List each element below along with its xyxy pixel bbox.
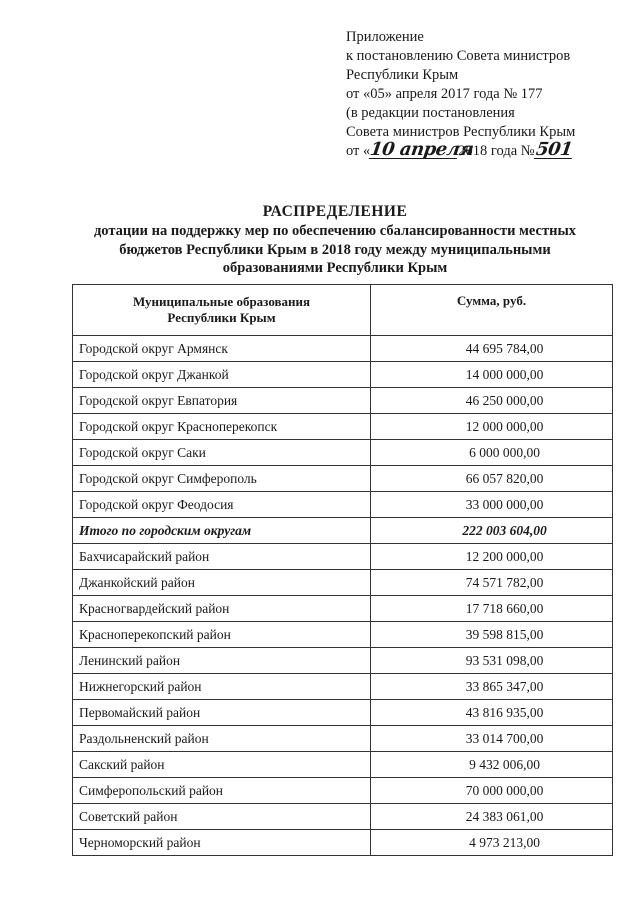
appendix-header xyxy=(346,28,626,161)
municipality-name: Раздольненский район xyxy=(73,726,371,752)
table-row xyxy=(73,466,613,492)
municipality-name: Ленинский район xyxy=(73,648,371,674)
municipality-sum: 39 598 815,00 xyxy=(371,622,613,648)
municipality-name: Городской округ Евпатория xyxy=(73,388,371,414)
municipality-sum: 33 865 347,00 xyxy=(371,674,613,700)
municipality-name: Сакский район xyxy=(73,752,371,778)
municipality-sum: 74 571 782,00 xyxy=(371,570,613,596)
municipality-name: Городской округ Джанкой xyxy=(73,362,371,388)
table-row xyxy=(73,622,613,648)
table-row xyxy=(73,752,613,778)
table-row xyxy=(73,596,613,622)
title-sub-1: дотации на поддержку мер по обеспечению сбалансированности местных xyxy=(93,223,577,239)
title-main: РАСПРЕДЕЛЕНИЕ xyxy=(262,203,408,220)
municipality-sum: 33 014 700,00 xyxy=(371,726,613,752)
municipality-name: Красноперекопский район xyxy=(73,622,371,648)
table-row xyxy=(73,414,613,440)
municipality-name: Городской округ Красноперекопск xyxy=(73,414,371,440)
table-row xyxy=(73,804,613,830)
appendix-line-3: Республики Крым xyxy=(346,67,459,83)
table-row xyxy=(73,648,613,674)
municipality-sum: 9 432 006,00 xyxy=(371,752,613,778)
table-row xyxy=(73,336,613,362)
header-sum: Сумма, руб. xyxy=(371,285,613,336)
table-row xyxy=(73,778,613,804)
appendix-line-7-prefix: от « xyxy=(346,143,371,159)
municipality-name: Городской округ Феодосия xyxy=(73,492,371,518)
municipality-sum: 43 816 935,00 xyxy=(371,700,613,726)
table-body xyxy=(73,336,613,856)
title-sub-2: бюджетов Республики Крым в 2018 году между муниципальными xyxy=(119,241,551,258)
municipality-sum: 93 531 098,00 xyxy=(371,648,613,674)
table-row xyxy=(73,544,613,570)
municipality-name: Нижнегорский район xyxy=(73,674,371,700)
municipality-name: Джанкойский район xyxy=(73,570,371,596)
municipality-sum: 12 200 000,00 xyxy=(371,544,613,570)
appendix-line-6: Совета министров Республики Крым xyxy=(346,124,576,140)
table-row xyxy=(73,700,613,726)
distribution-table xyxy=(72,284,613,856)
table-row xyxy=(73,570,613,596)
header-municipalities-line-2: Республики Крым xyxy=(167,310,276,325)
appendix-line-1: Приложение xyxy=(346,29,424,45)
appendix-line-7 xyxy=(346,139,626,161)
appendix-line-7-middle: 2018 года № xyxy=(458,143,535,159)
appendix-line-4: от «05» апреля 2017 года № 177 xyxy=(346,86,543,102)
header-municipalities xyxy=(73,285,371,336)
municipality-sum: 70 000 000,00 xyxy=(371,778,613,804)
municipality-sum: 66 057 820,00 xyxy=(371,466,613,492)
appendix-line-5: (в редакции постановления xyxy=(346,105,515,121)
municipality-sum: 6 000 000,00 xyxy=(371,440,613,466)
table-row xyxy=(73,492,613,518)
municipality-name: Советский район xyxy=(73,804,371,830)
table-row xyxy=(73,362,613,388)
table-row xyxy=(73,388,613,414)
municipality-sum: 46 250 000,00 xyxy=(371,388,613,414)
table-row xyxy=(73,726,613,752)
table-row xyxy=(73,674,613,700)
municipality-name: Бахчисарайский район xyxy=(73,544,371,570)
municipality-name: Городской округ Симферополь xyxy=(73,466,371,492)
municipality-name: Городской округ Армянск xyxy=(73,336,371,362)
municipality-name: Черноморский район xyxy=(73,830,371,856)
table-row xyxy=(73,830,613,856)
document-title xyxy=(60,202,610,278)
municipality-sum: 222 003 604,00 xyxy=(371,518,613,544)
table-header-row xyxy=(73,285,613,336)
municipality-name: Итого по городским округам xyxy=(73,518,371,544)
header-municipalities-line-1: Муниципальные образования xyxy=(132,294,311,309)
municipality-name: Красногвардейский район xyxy=(73,596,371,622)
municipality-sum: 4 973 213,00 xyxy=(371,830,613,856)
title-sub-3: образованиями Республики Крым xyxy=(222,260,448,276)
municipality-sum: 14 000 000,00 xyxy=(371,362,613,388)
municipality-sum: 17 718 660,00 xyxy=(371,596,613,622)
municipality-name: Первомайский район xyxy=(73,700,371,726)
handwritten-date: 10 апреля xyxy=(368,139,476,160)
handwritten-number: 501 xyxy=(534,139,574,160)
municipality-sum: 12 000 000,00 xyxy=(371,414,613,440)
municipality-sum: 33 000 000,00 xyxy=(371,492,613,518)
municipality-name: Городской округ Саки xyxy=(73,440,371,466)
table-row-total xyxy=(73,518,613,544)
appendix-line-2: к постановлению Совета министров xyxy=(346,48,571,64)
municipality-sum: 44 695 784,00 xyxy=(371,336,613,362)
municipality-name: Симферопольский район xyxy=(73,778,371,804)
municipality-sum: 24 383 061,00 xyxy=(371,804,613,830)
table-row xyxy=(73,440,613,466)
